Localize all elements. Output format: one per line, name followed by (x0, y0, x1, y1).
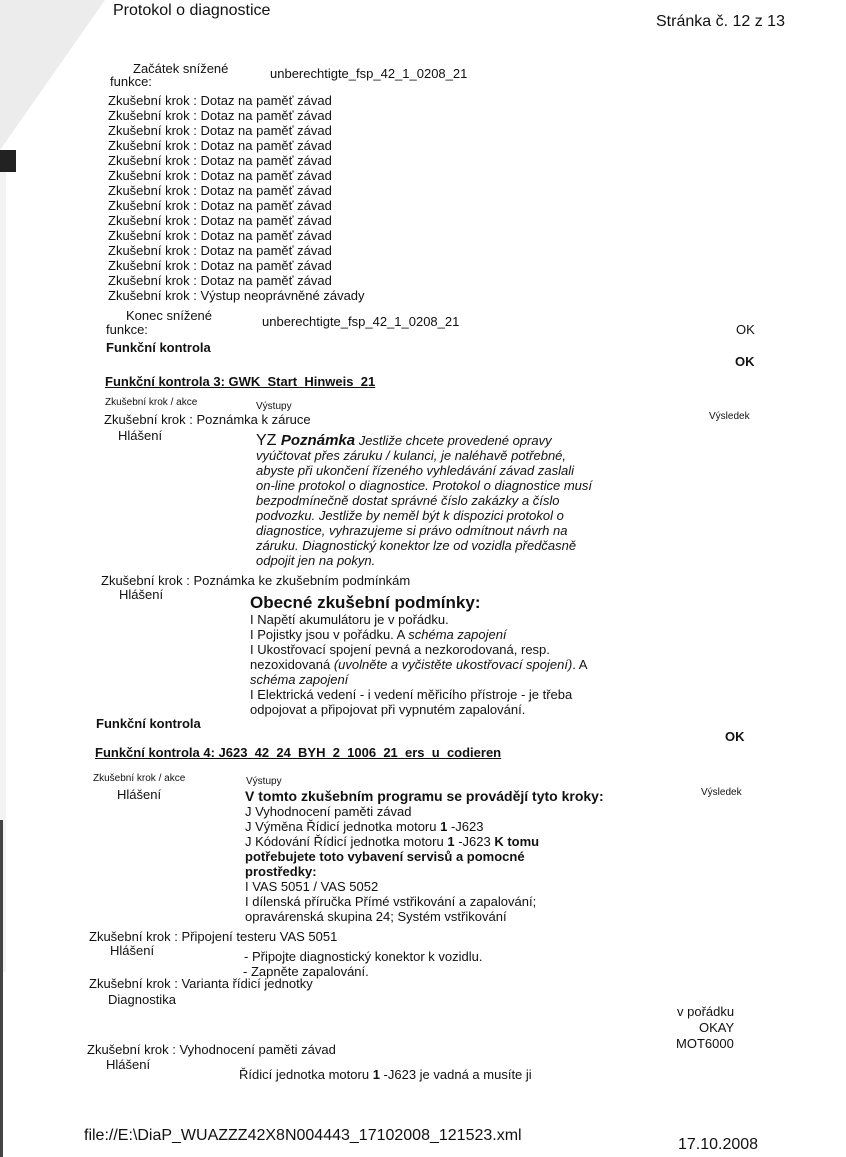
variant-result-status: v pořádku (677, 1004, 735, 1019)
page-number: Stránka č. 12 z 13 (656, 13, 785, 30)
message-label: Hlášení (117, 787, 162, 802)
condition-line: odpojovat a připojovat při vypnutém zapalování. (250, 702, 526, 717)
message-label: Hlášení (106, 1057, 151, 1072)
function-check-label: Funkční kontrola (106, 340, 211, 355)
scan-edge-line (0, 820, 3, 1157)
evaluation-message: Řídicí jednotka motoru 1 -J623 je vadná a musíte ji (239, 1067, 532, 1082)
program-steps-text (245, 789, 604, 924)
step-item: Zkušební krok : Dotaz na paměť závad (108, 108, 332, 123)
step-item: Zkušební krok : Dotaz na paměť závad (108, 228, 332, 243)
step-item: Zkušební krok : Dotaz na paměť závad (108, 153, 332, 168)
column-header-result: Výsledek (709, 411, 750, 422)
condition-line: schéma zapojení (250, 672, 349, 687)
note-line: vyúčtovat přes záruku / kulanci, je naléhavě potřebné, (256, 448, 567, 463)
step-item: Zkušební krok : Dotaz na paměť závad (108, 243, 332, 258)
step-item: Zkušební krok : Dotaz na paměť závad (108, 273, 332, 288)
program-line: J Výměna Řídicí jednotka motoru 1 -J623 (245, 819, 484, 834)
program-line: I dílenská příručka Přímé vstřikování a zapalování; (245, 894, 537, 909)
start-reduced-label-cont: funkce: (110, 74, 152, 89)
condition-line: I Napětí akumulátoru je v pořádku. (250, 612, 449, 627)
message-label: Hlášení (110, 943, 155, 958)
function-check-result: OK (735, 354, 755, 369)
document-title: Protokol o diagnostice (113, 2, 271, 19)
condition-line: I Ukostřovací spojení pevná a nezkorodovaná, resp. (250, 642, 550, 657)
step-connect-tester: Zkušební krok : Připojení testeru VAS 5051 (89, 929, 338, 944)
connect-line: - Připojte diagnostický konektor k vozidlu. (244, 949, 483, 964)
conditions-heading: Obecné zkušební podmínky: (250, 593, 481, 612)
start-reduced-label: Začátek snížené (133, 61, 229, 76)
footer-file-path: file://E:\DiaP_WUAZZZ42X8N004443_17102008_121523.xml (84, 1127, 522, 1144)
yz-prefix: YZ (256, 432, 281, 449)
end-reduced-label-cont: funkce: (106, 322, 148, 337)
step-item: Zkušební krok : Dotaz na paměť závad (108, 168, 332, 183)
step-item: Zkušební krok : Dotaz na paměť závad (108, 198, 332, 213)
step-item: Zkušební krok : Dotaz na paměť závad (108, 183, 332, 198)
step-item: Zkušební krok : Dotaz na paměť závad (108, 123, 332, 138)
step-item: Zkušební krok : Dotaz na paměť závad (108, 213, 332, 228)
start-reduced-value: unberechtigte_fsp_42_1_0208_21 (270, 66, 468, 81)
message-label: Hlášení (119, 587, 164, 602)
page-fold-corner (0, 0, 105, 150)
diagnostics-label: Diagnostika (108, 992, 176, 1007)
note-line: diagnostice, vyhrazujeme si právo odmítnout návrh na (256, 523, 568, 538)
footer-date: 17.10.2008 (678, 1136, 759, 1153)
column-header-step: Zkušební krok / akce (105, 397, 198, 408)
step-item: Zkušební krok : Dotaz na paměť závad (108, 138, 332, 153)
note-line: abyste při ukončení řízeného vyhledávání závad zaslali (256, 463, 574, 478)
column-header-step: Zkušební krok / akce (93, 773, 186, 784)
condition-line: I Elektrická vedení - i vedení měřicího přístroje - je třeba (250, 687, 573, 702)
program-line: J Kódování Řídicí jednotka motoru 1 -J623 K tomu (245, 834, 540, 849)
function-check-result: OK (725, 729, 745, 744)
condition-line: I Pojistky jsou v pořádku. A schéma zapojení (250, 627, 507, 642)
variant-result-value: OKAY (699, 1020, 735, 1035)
program-line: prostředky: (245, 864, 317, 879)
function-check-label: Funkční kontrola (96, 716, 201, 731)
note-line: podvozku. Jestliže by neměl být k dispozici protokol o (256, 508, 564, 523)
note-line: odpojit jen na pokyn. (256, 553, 376, 568)
column-header-result: Výsledek (701, 787, 742, 798)
step-item: Zkušební krok : Dotaz na paměť závad (108, 258, 332, 273)
end-reduced-result: OK (736, 322, 755, 337)
connect-line: - Zapněte zapalování. (243, 964, 369, 979)
step-item: Zkušební krok : Výstup neoprávněné závady (108, 288, 365, 303)
note-line: on-line protokol o diagnostice. Protokol o diagnostice musí (256, 478, 593, 493)
program-line: J Vyhodnocení paměti závad (245, 804, 412, 819)
section-title-fk4: Funkční kontrola 4: J623_42_24_BYH_2_1006_21_ers_u_codieren (95, 745, 502, 760)
scan-edge-mark (0, 150, 16, 172)
column-header-outputs: Výstupy (256, 401, 292, 412)
program-line: I VAS 5051 / VAS 5052 (245, 879, 379, 894)
message-label: Hlášení (118, 428, 163, 443)
conditions-text (250, 612, 587, 717)
note-line: Jestliže chcete provedené opravy (355, 433, 552, 448)
variant-result-code: MOT6000 (676, 1036, 734, 1051)
condition-line: nezoxidovaná (uvolněte a vyčistěte ukostřovací spojení). A (250, 657, 588, 672)
program-heading: V tomto zkušebním programu se provádějí tyto kroky: (245, 788, 604, 804)
step-list (108, 93, 365, 303)
column-header-outputs: Výstupy (246, 776, 282, 787)
program-line: potřebujete toto vybavení servisů a pomocné (245, 849, 525, 864)
warranty-note-text (256, 433, 592, 568)
step-warranty-note: Zkušební krok : Poznámka k záruce (104, 412, 311, 427)
step-item: Zkušební krok : Dotaz na paměť závad (108, 93, 332, 108)
note-line: bezpodmínečně dostat správné číslo zakázky a číslo (256, 493, 560, 508)
step-control-unit-variant: Zkušební krok : Varianta řídicí jednotky (89, 976, 313, 991)
end-reduced-label: Konec snížené (126, 308, 213, 323)
section-title-fk3: Funkční kontrola 3: GWK_Start_Hinweis_21 (105, 374, 376, 389)
note-heading: Poznámka (280, 432, 356, 449)
end-reduced-value: unberechtigte_fsp_42_1_0208_21 (262, 314, 460, 329)
step-evaluate-fault-memory: Zkušební krok : Vyhodnocení paměti závad (87, 1042, 336, 1057)
step-test-conditions: Zkušební krok : Poznámka ke zkušebním podmínkám (101, 573, 411, 588)
note-line: záruku. Diagnostický konektor lze od vozidla předčasně (256, 538, 577, 553)
program-line: opravárenská skupina 24; Systém vstřikování (245, 909, 507, 924)
